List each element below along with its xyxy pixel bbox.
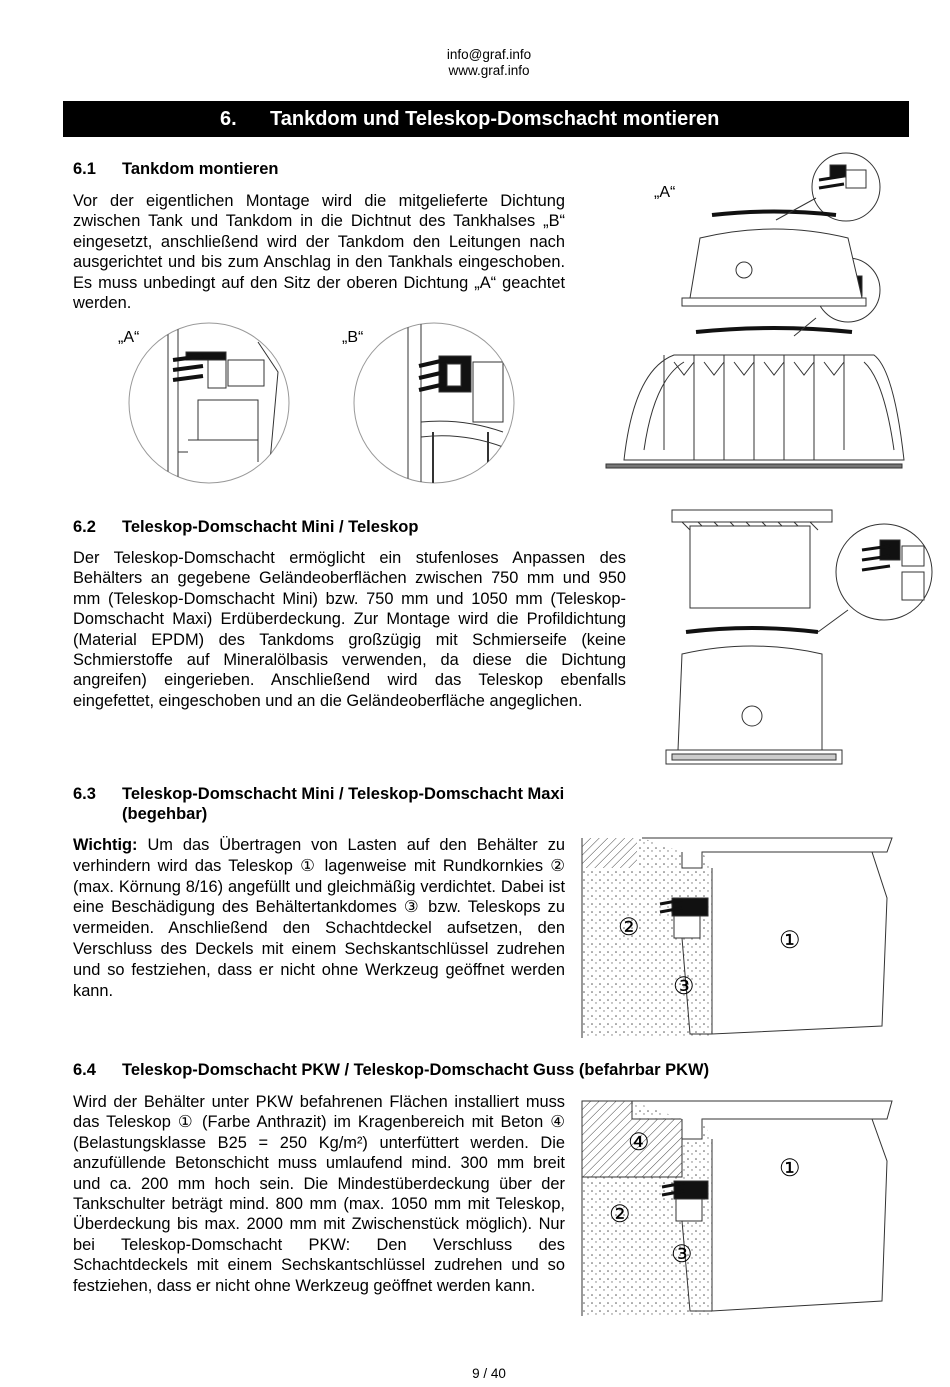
header-website: www.graf.info [448,63,530,78]
figure-top-a-label: „A“ [654,184,676,201]
detail-a-figure [128,322,290,484]
marker-2: ② [609,1201,631,1228]
page-number: 9 / 40 [472,1366,506,1381]
section-text-6-1: Vor der eigentlichen Montage wird die mitgelieferte Dichtung zwischen Tank und Tankdom in die Dichtnut des Tankhalses „B“ eingesetzt, anschließend wird der Tankdom den Leitungen nach ausgerichtet und bis zum Anschlag in den Tankhals eingeschoben. Es muss unbedingt auf den Sitz der oberen Dichtung „A“ geachtet werden. [73,192,565,313]
section-title: Tankdom montieren [122,160,279,178]
marker-4: ④ [628,1129,650,1156]
detail-b-label: „B“ [342,329,364,346]
section-title: Teleskop-Domschacht Mini / Teleskop [122,518,419,536]
header-email: info@graf.info [446,47,532,62]
chapter-number: 6. [220,108,237,130]
section-title: Teleskop-Domschacht PKW / Teleskop-Domschacht Guss (befahrbar PKW) [122,1061,710,1079]
chapter-banner [63,101,909,137]
section-text-6-4: Wird der Behälter unter PKW befahrenen Flächen installiert muss das Teleskop ① (Farbe Anthrazit) im Kragenbereich mit Beton ④ (Belastungsklasse B25 = 250 Kg/m²) unterfüttert werden. Die anzufüllende Betonschicht muss umlaufend mind. 300 mm breit und ca. 200 mm hoch sein. Die Mindestüberdeckung über der Tankschulter beträgt mind. 800 mm (max. 1050 mm mit Teleskop, Überdeckung bis max. 2000 mm mit Zwischenstück möglich). Nur bei Teleskop-Domschacht PKW: Den Verschluss des Schachtdeckels mit einem Sechskantschlüssel zudrehen und so festziehen, dass er nicht ohne Werkzeug geöffnet werden kann. [73,1093,565,1295]
section-number: 6.4 [73,1061,96,1079]
section-title: Teleskop-Domschacht Mini / Teleskop-Domschacht Maxi [122,785,565,803]
marker-1: ① [779,1155,801,1182]
section-text-6-2: Der Teleskop-Domschacht ermöglicht ein stufenloses Anpassen des Behälters an gegebene Geländeoberflächen zwischen 750 mm und 950 mm (Teleskop-Domschacht Mini) bzw. 750 mm und 1050 mm (Teleskop-Domschacht Maxi) Erdüberdeckung. Zur Montage wird die Profildichtung (Material EPDM) des Tankdoms großzügig mit Schmierseife (keine Schmierstoffe auf Mineralölbasis verwenden, da diese die Dichtung angreifen) eingerieben. Anschließend wird das Teleskop ebenfalls eingefettet, eingeschoben und an die Geländeoberfläche angeglichen. [73,549,626,710]
chapter-title: Tankdom und Teleskop-Domschacht montieren [270,108,720,130]
marker-1: ① [779,927,801,954]
marker-2: ② [618,914,640,941]
detail-b-figure [353,322,515,484]
section-number: 6.2 [73,518,96,536]
tank-dome-figure [604,150,904,470]
marker-3: ③ [671,1241,693,1268]
detail-a-label: „A“ [118,329,140,346]
section-body: Um das Übertragen von Lasten auf den Behälter zu verhindern wird das Teleskop ① lagenweise mit Rundkornkies ② (max. Körnung 8/16) angefüllt und gleichmäßig verdichtet. Dabei ist eine Beschädigung des Behältertankdomes ③ bzw. Teleskops zu vermeiden. Anschließend den Schachtdeckel aufsetzen, den Verschluss des Deckels mit einem Sechskantschlüssel zudrehen und so festziehen, dass er nicht ohne Werkzeug geöffnet werden kann. [73,836,566,1000]
section-title-line2: (begehbar) [122,805,208,823]
section-number: 6.3 [73,785,96,803]
section-text-6-3 [73,835,565,1001]
telescope-figure [662,506,942,776]
section-number: 6.1 [73,160,96,178]
marker-3: ③ [673,973,695,1000]
important-label: Wichtig: [73,836,138,854]
